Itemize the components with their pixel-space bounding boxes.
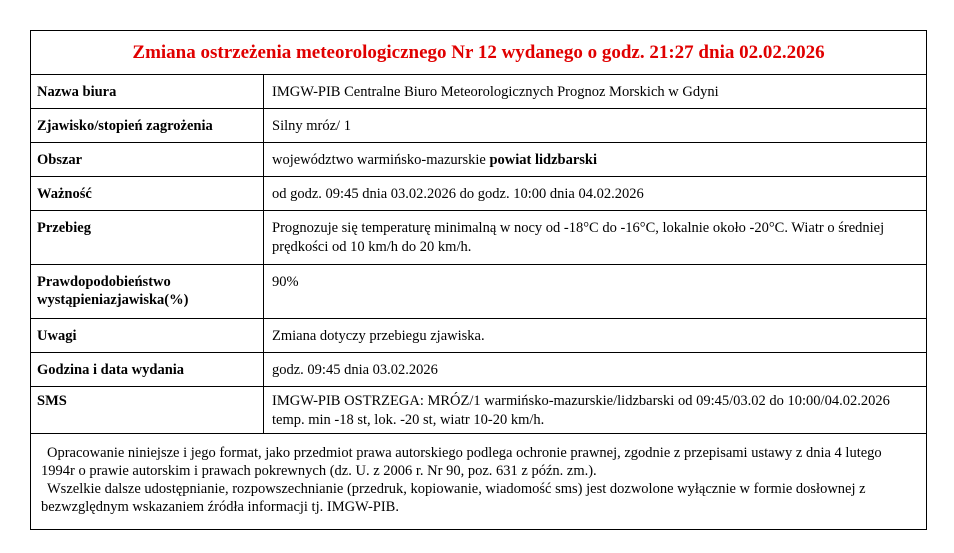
row-office-value: IMGW-PIB Centralne Biuro Meteorologicznych Prognoz Morskich w Gdyni [272, 84, 719, 100]
row-area-label: Obszar [31, 143, 264, 176]
row-probability-label: Prawdopodobieństwo wystąpieniazjawiska(%) [31, 265, 264, 318]
row-remarks [31, 319, 926, 353]
row-sms-label: SMS [31, 387, 264, 433]
row-course [31, 211, 926, 265]
row-phenomenon-value: Silny mróz/ 1 [272, 118, 351, 134]
row-issued-value: godz. 09:45 dnia 03.02.2026 [272, 362, 438, 378]
row-area-value [264, 143, 926, 176]
row-validity-value: od godz. 09:45 dnia 03.02.2026 do godz. 10:00 dnia 04.02.2026 [272, 186, 644, 202]
row-validity [31, 177, 926, 211]
row-issued-label: Godzina i data wydania [31, 353, 264, 386]
row-office-label: Nazwa biura [31, 75, 264, 108]
area-county: powiat lidzbarski [489, 152, 598, 168]
row-sms-value: IMGW-PIB OSTRZEGA: MRÓZ/1 warmińsko-mazurskie/lidzbarski od 09:45/03.02 do 10:00/04.02.2026 temp. min -18 st, lok. -20 st, wiatr 10-20 km/h. [272, 393, 890, 428]
copyright-footer [31, 434, 926, 516]
copyright-paragraph: Opracowanie niniejsze i jego format, jako przedmiot prawa autorskiego podlega ochronie prawnej, zgodnie z przepisami ustawy z dnia 4 lutego 1994r o prawie autorskim i prawach pokrewnych (dz. U. z 2006 r. Nr 90, poz. 631 z późn. zm.). [41, 445, 882, 479]
row-area [31, 143, 926, 177]
area-voivodeship: województwo warmińsko-mazurskie [272, 152, 490, 168]
row-office [31, 75, 926, 109]
warning-title: Zmiana ostrzeżenia meteorologicznego Nr 12 wydanego o godz. 21:27 dnia 02.02.2026 [31, 31, 926, 75]
row-phenomenon-label: Zjawisko/stopień zagrożenia [31, 109, 264, 142]
row-issued [31, 353, 926, 387]
warning-document [30, 30, 927, 530]
row-remarks-label: Uwagi [31, 319, 264, 352]
row-phenomenon [31, 109, 926, 143]
row-remarks-value: Zmiana dotyczy przebiegu zjawiska. [272, 328, 485, 344]
row-probability [31, 265, 926, 319]
row-probability-value: 90% [272, 274, 299, 290]
row-course-value: Prognozuje się temperaturę minimalną w nocy od -18°C do -16°C, lokalnie około -20°C. Wiatr o średniej prędkości od 10 km/h do 20 km/h. [272, 220, 885, 255]
distribution-paragraph: Wszelkie dalsze udostępnianie, rozpowszechnianie (przedruk, kopiowanie, wiadomość sms) jest dozwolone wyłącznie w formie dosłownej z bezwzględnym wskazaniem źródła informacji tj. IMGW-PIB. [41, 481, 866, 515]
row-sms [31, 387, 926, 434]
row-validity-label: Ważność [31, 177, 264, 210]
row-course-label: Przebieg [31, 211, 264, 264]
